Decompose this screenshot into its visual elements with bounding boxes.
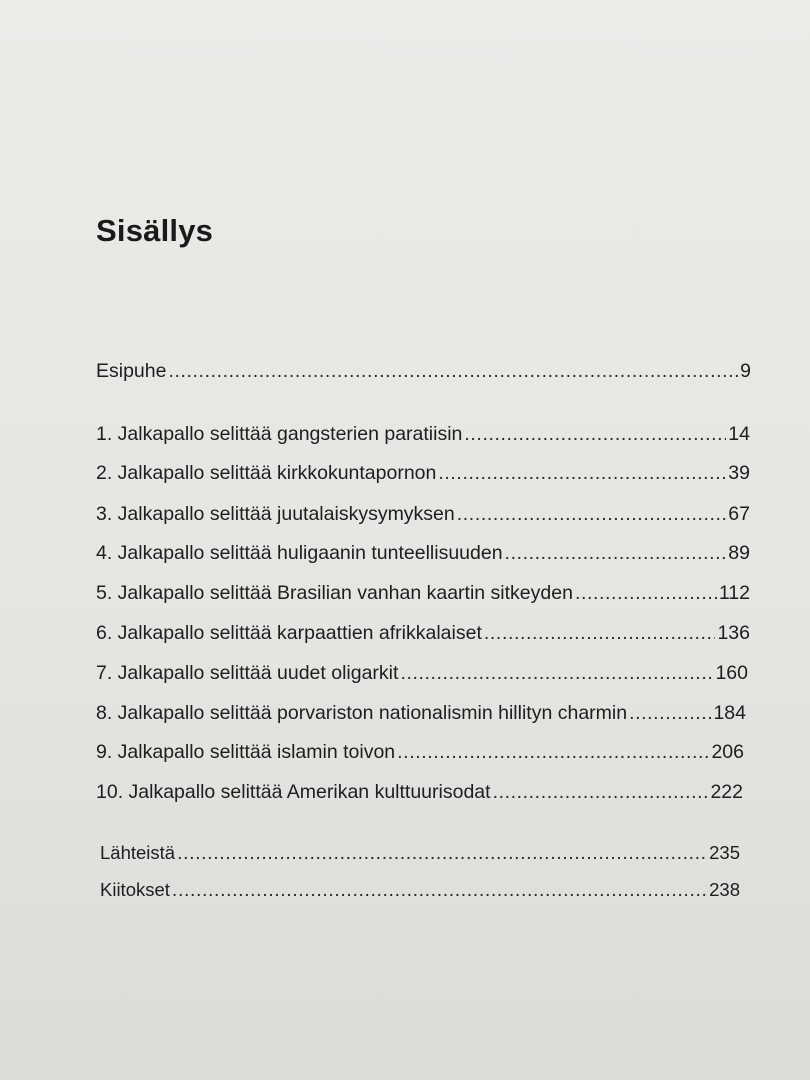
toc-entry-page: 184 — [713, 702, 746, 724]
toc-entry-label: 6. Jalkapallo selittää karpaattien afrikkalaiset — [96, 622, 482, 644]
toc-entry-chapter-6 — [96, 622, 750, 652]
toc-entry-label: Esipuhe — [96, 360, 167, 382]
toc-entry-chapter-9 — [96, 741, 744, 771]
toc-entry-sources — [100, 842, 740, 872]
dot-leader — [575, 582, 717, 605]
dot-leader — [168, 360, 738, 383]
toc-entry-label: Kiitokset — [100, 879, 170, 900]
dot-leader — [505, 542, 727, 565]
toc-entry-page: 160 — [715, 662, 748, 684]
toc-entry-page: 235 — [709, 842, 740, 863]
toc-entry-page: 112 — [718, 582, 750, 604]
dot-leader — [457, 503, 727, 526]
toc-entry-page: 136 — [717, 622, 750, 644]
toc-entry-preface — [96, 360, 751, 390]
dot-leader — [629, 702, 711, 725]
toc-entry-chapter-4 — [96, 542, 750, 572]
dot-leader — [484, 622, 716, 645]
toc-entry-chapter-5 — [96, 582, 750, 612]
toc-entry-chapter-7 — [96, 662, 748, 692]
toc-entry-chapter-2 — [96, 462, 750, 492]
toc-entry-page: 222 — [710, 781, 743, 803]
dot-leader — [400, 662, 713, 685]
toc-entry-page: 206 — [711, 741, 744, 763]
dot-leader — [177, 842, 707, 865]
dot-leader — [493, 781, 709, 804]
toc-entry-page: 67 — [728, 503, 750, 525]
dot-leader — [397, 741, 709, 764]
toc-entry-label: 10. Jalkapallo selittää Amerikan kulttuurisodat — [96, 781, 491, 803]
toc-entry-chapter-1 — [96, 423, 750, 453]
dot-leader — [464, 423, 726, 446]
toc-entry-label: 8. Jalkapallo selittää porvariston nationalismin hillityn charmin — [96, 702, 628, 724]
toc-entry-chapter-8 — [96, 702, 746, 732]
dot-leader — [172, 879, 707, 902]
toc-entry-chapter-10 — [96, 781, 743, 811]
toc-entry-chapter-3 — [96, 503, 750, 533]
toc-entry-label: 2. Jalkapallo selittää kirkkokuntapornon — [96, 462, 437, 484]
toc-entry-label: 5. Jalkapallo selittää Brasilian vanhan kaartin sitkeyden — [96, 582, 573, 604]
toc-entry-page: 9 — [740, 360, 751, 382]
toc-entry-label: Lähteistä — [100, 842, 176, 863]
toc-entry-label: 3. Jalkapallo selittää juutalaiskysymyksen — [96, 503, 455, 525]
toc-entry-label: 9. Jalkapallo selittää islamin toivon — [96, 741, 396, 763]
toc-entry-label: 4. Jalkapallo selittää huligaanin tunteellisuuden — [96, 542, 503, 564]
toc-entry-acknowledgements — [100, 879, 740, 909]
dot-leader — [438, 462, 726, 485]
toc-entry-label: 7. Jalkapallo selittää uudet oligarkit — [96, 662, 399, 684]
page-title: Sisällys — [96, 213, 214, 248]
toc-entry-page: 14 — [728, 423, 750, 445]
toc-entry-label: 1. Jalkapallo selittää gangsterien paratiisin — [96, 423, 463, 445]
toc-entry-page: 238 — [709, 879, 740, 900]
toc-entry-page: 39 — [728, 462, 750, 484]
toc-entry-page: 89 — [728, 542, 750, 564]
